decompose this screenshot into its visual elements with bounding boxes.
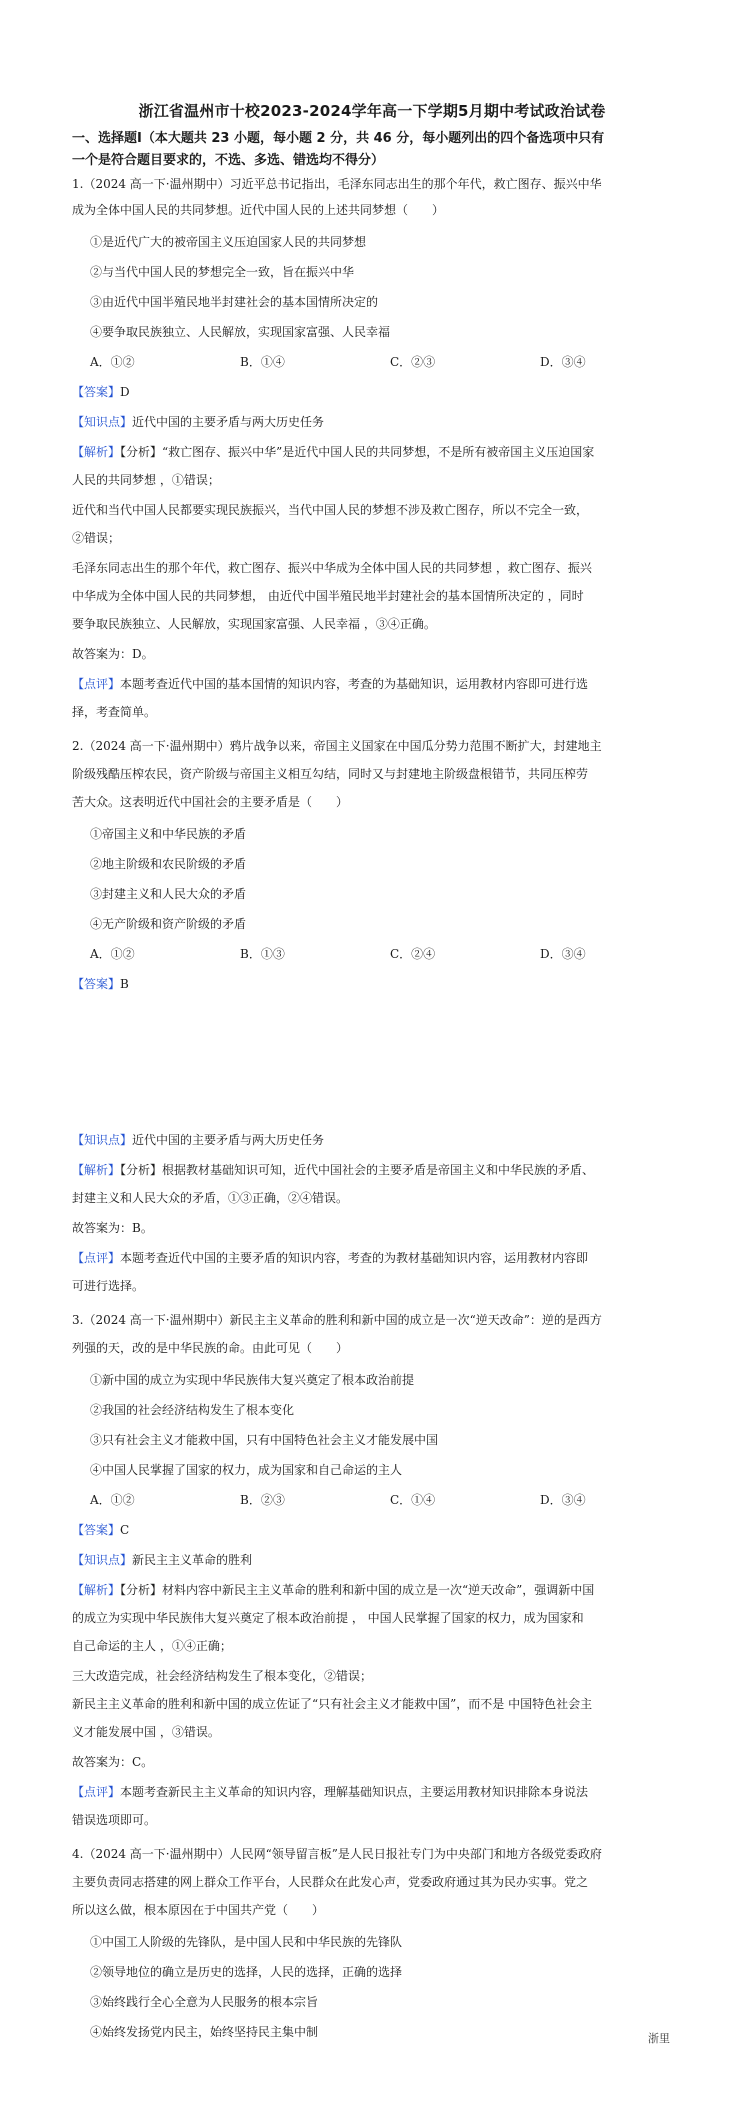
q1-answer xyxy=(72,382,692,402)
q2-review-line-2: 可进行选择。 xyxy=(72,1279,145,1293)
q3-option-2[interactable]: ②我国的社会经济结构发生了根本变化 xyxy=(90,1403,295,1417)
q4-option-2[interactable]: ②领导地位的确立是历史的选择，人民的选择，正确的选择 xyxy=(90,1965,403,1979)
q3-stem-line-2: 列强的天，改的是中华民族的命。由此可见（ ） xyxy=(72,1341,349,1355)
analysis-tag: 【解析】 xyxy=(72,1583,121,1597)
review-tag: 【点评】 xyxy=(72,1785,121,1799)
q3-analysis-line-3: 自己命运的主人 ，①④正确； xyxy=(72,1639,232,1653)
answer-tag: 【答案】 xyxy=(72,1523,121,1537)
q3-choice-c[interactable]: C．①④ xyxy=(390,1493,436,1507)
q2-choice-d[interactable]: D．③④ xyxy=(540,947,586,961)
q1-analysis-line-4: ②错误； xyxy=(72,531,121,545)
q1-analysis-line-6: 中华成为全体中国人民的共同梦想， 由近代中国半殖民地半封建社会的基本国情所决定的 ，同时 xyxy=(72,589,584,603)
q1-review-text-1: 本题考查近代中国的基本国情的知识内容，考查的为基础知识，运用教材内容即可进行选 xyxy=(120,677,589,691)
q1-choice-d[interactable]: D．③④ xyxy=(540,355,586,369)
q1-stem-line-2: 成为全体中国人民的共同梦想。近代中国人民的上述共同梦想（ ） xyxy=(72,203,445,217)
q4-option-3[interactable]: ③始终践行全心全意为人民服务的根本宗旨 xyxy=(90,1995,319,2009)
q2-answer xyxy=(72,974,692,994)
analysis-tag: 【解析】 xyxy=(72,445,121,459)
q1-analysis-line-1 xyxy=(72,442,692,462)
q2-analysis-text-1: 【分析】根据教材基础知识可知，近代中国社会的主要矛盾是帝国主义和中华民族的矛盾、 xyxy=(120,1163,595,1177)
knowledge-point-tag: 【知识点】 xyxy=(72,415,133,429)
section-heading-line-1: 一、选择题Ⅰ（本大题共 23 小题，每小题 2 分，共 46 分，每小题列出的四个备选项中只有 xyxy=(72,131,605,146)
q3-analysis-line-6: 义才能发展中国 ，③错误。 xyxy=(72,1725,220,1739)
q3-analysis-line-5: 新民主主义革命的胜利和新中国的成立佐证了“只有社会主义才能救中国”，而不是 中国特色社会主 xyxy=(72,1697,593,1711)
q2-stem-line-1: 2.（2024 高一下·温州期中）鸦片战争以来，帝国主义国家在中国瓜分势力范围不断扩大，封建地主 xyxy=(72,739,602,753)
q4-stem-line-2: 主要负责同志搭建的网上群众工作平台，人民群众在此发心声，党委政府通过其为民办实事。党之 xyxy=(72,1875,589,1889)
q1-option-4[interactable]: ④要争取民族独立、人民解放，实现国家富强、人民幸福 xyxy=(90,325,391,339)
q3-answer xyxy=(72,1520,692,1540)
q1-analysis-line-2: 人民的共同梦想 ，①错误； xyxy=(72,473,220,487)
q2-choice-c[interactable]: C．②④ xyxy=(390,947,436,961)
q2-option-2[interactable]: ②地主阶级和农民阶级的矛盾 xyxy=(90,857,247,871)
q3-choice-d[interactable]: D．③④ xyxy=(540,1493,586,1507)
q3-option-3[interactable]: ③只有社会主义才能救中国，只有中国特色社会主义才能发展中国 xyxy=(90,1433,439,1447)
q4-stem-line-3: 所以这么做，根本原因在于中国共产党（ ） xyxy=(72,1903,325,1917)
blank-space xyxy=(72,1000,672,1120)
q1-stem-line-1: 1.（2024 高一下·温州期中）习近平总书记指出，毛泽东同志出生的那个年代，救亡图存、振兴中华 xyxy=(72,177,602,191)
q3-knowledge-point xyxy=(72,1550,692,1570)
q4-option-4[interactable]: ④始终发扬党内民主，始终坚持民主集中制 xyxy=(90,2025,319,2039)
q2-stem-line-2: 阶级残酷压榨农民，资产阶级与帝国主义相互勾结，同时又与封建地主阶级盘根错节，共同压榨劳 xyxy=(72,767,589,781)
q3-review-line-2: 错误选项即可。 xyxy=(72,1813,157,1827)
review-tag: 【点评】 xyxy=(72,677,121,691)
q2-stem-line-3: 苦大众。这表明近代中国社会的主要矛盾是（ ） xyxy=(72,795,349,809)
q2-analysis-line-1 xyxy=(72,1160,692,1180)
section-heading xyxy=(72,128,692,172)
q3-analysis-line-4: 三大改造完成，社会经济结构发生了根本变化，②错误； xyxy=(72,1669,373,1683)
q1-answer-value: D xyxy=(120,385,130,399)
q3-choice-b[interactable]: B．②③ xyxy=(240,1493,285,1507)
q3-answer-statement: 故答案为：C。 xyxy=(72,1755,154,1769)
q2-option-1[interactable]: ①帝国主义和中华民族的矛盾 xyxy=(90,827,247,841)
q4-option-1[interactable]: ①中国工人阶级的先锋队，是中国人民和中华民族的先锋队 xyxy=(90,1935,403,1949)
q2-answer-value: B xyxy=(120,977,129,991)
q3-stem-line-1: 3.（2024 高一下·温州期中）新民主主义革命的胜利和新中国的成立是一次“逆天改命”：逆的是西方 xyxy=(72,1313,602,1327)
q1-knowledge-point-text: 近代中国的主要矛盾与两大历史任务 xyxy=(132,415,325,429)
answer-tag: 【答案】 xyxy=(72,385,121,399)
q4-stem-line-1: 4.（2024 高一下·温州期中）人民网“领导留言板”是人民日报社专门为中央部门和地方各级党委政府 xyxy=(72,1847,602,1861)
q2-knowledge-point-text: 近代中国的主要矛盾与两大历史任务 xyxy=(132,1133,325,1147)
q3-option-1[interactable]: ①新中国的成立为实现中华民族伟大复兴奠定了根本政治前提 xyxy=(90,1373,415,1387)
q1-analysis-line-5: 毛泽东同志出生的那个年代，救亡图存、振兴中华成为全体中国人民的共同梦想 ，救亡图存、振兴 xyxy=(72,561,592,575)
q1-analysis-text-1: 【分析】“救亡图存、振兴中华”是近代中国人民的共同梦想，不是所有被帝国主义压迫国家 xyxy=(120,445,595,459)
q1-review-line-2: 择，考查简单。 xyxy=(72,705,157,719)
q3-review-line-1 xyxy=(72,1782,692,1802)
q1-choice-b[interactable]: B．①④ xyxy=(240,355,285,369)
q1-answer-statement: 故答案为：D。 xyxy=(72,647,154,661)
knowledge-point-tag: 【知识点】 xyxy=(72,1133,133,1147)
q3-option-4[interactable]: ④中国人民掌握了国家的权力，成为国家和自己命运的主人 xyxy=(90,1463,403,1477)
q3-analysis-line-1 xyxy=(72,1580,692,1600)
q1-choice-c[interactable]: C．②③ xyxy=(390,355,436,369)
page-title: 浙江省温州市十校2023-2024学年高一下学期5月期中考试政治试卷 xyxy=(138,102,606,120)
q2-analysis-line-2: 封建主义和人民大众的矛盾，①③正确，②④错误。 xyxy=(72,1191,349,1205)
q2-review-text-1: 本题考查近代中国的主要矛盾的知识内容，考查的为教材基础知识内容，运用教材内容即 xyxy=(120,1251,589,1265)
q1-review-line-1 xyxy=(72,674,692,694)
q1-option-3[interactable]: ③由近代中国半殖民地半封建社会的基本国情所决定的 xyxy=(90,295,379,309)
q3-analysis-text-1: 【分析】材料内容中新民主主义革命的胜利和新中国的成立是一次“逆天改命”，强调新中国 xyxy=(120,1583,595,1597)
q1-analysis-line-3: 近代和当代中国人民都要实现民族振兴，当代中国人民的梦想不涉及救亡图存，所以不完全一致， xyxy=(72,503,589,517)
q1-option-2[interactable]: ②与当代中国人民的梦想完全一致，旨在振兴中华 xyxy=(90,265,355,279)
footer-watermark: 浙里 xyxy=(648,2032,670,2045)
review-tag: 【点评】 xyxy=(72,1251,121,1265)
section-heading-line-2: 一个是符合题目要求的，不选、多选、错选均不得分） xyxy=(72,153,385,168)
q1-choice-a[interactable]: A．①② xyxy=(90,355,135,369)
q1-analysis-line-7: 要争取民族独立、人民解放，实现国家富强、人民幸福 ，③④正确。 xyxy=(72,617,436,631)
q3-choice-a[interactable]: A．①② xyxy=(90,1493,135,1507)
knowledge-point-tag: 【知识点】 xyxy=(72,1553,133,1567)
q3-answer-value: C xyxy=(120,1523,130,1537)
q2-review-line-1 xyxy=(72,1248,692,1268)
analysis-tag: 【解析】 xyxy=(72,1163,121,1177)
q2-choice-a[interactable]: A．①② xyxy=(90,947,135,961)
q1-knowledge-point xyxy=(72,412,692,432)
q2-option-4[interactable]: ④无产阶级和资产阶级的矛盾 xyxy=(90,917,247,931)
q3-knowledge-point-text: 新民主主义革命的胜利 xyxy=(132,1553,253,1567)
q2-option-3[interactable]: ③封建主义和人民大众的矛盾 xyxy=(90,887,247,901)
q2-choice-b[interactable]: B．①③ xyxy=(240,947,285,961)
q3-review-text-1: 本题考查新民主主义革命的知识内容，理解基础知识点，主要运用教材知识排除本身说法 xyxy=(120,1785,589,1799)
answer-tag: 【答案】 xyxy=(72,977,121,991)
q2-knowledge-point xyxy=(72,1130,692,1150)
q2-answer-statement: 故答案为：B。 xyxy=(72,1221,153,1235)
q1-option-1[interactable]: ①是近代广大的被帝国主义压迫国家人民的共同梦想 xyxy=(90,235,367,249)
q3-analysis-line-2: 的成立为实现中华民族伟大复兴奠定了根本政治前提 ， 中国人民掌握了国家的权力，成为国家和 xyxy=(72,1611,584,1625)
